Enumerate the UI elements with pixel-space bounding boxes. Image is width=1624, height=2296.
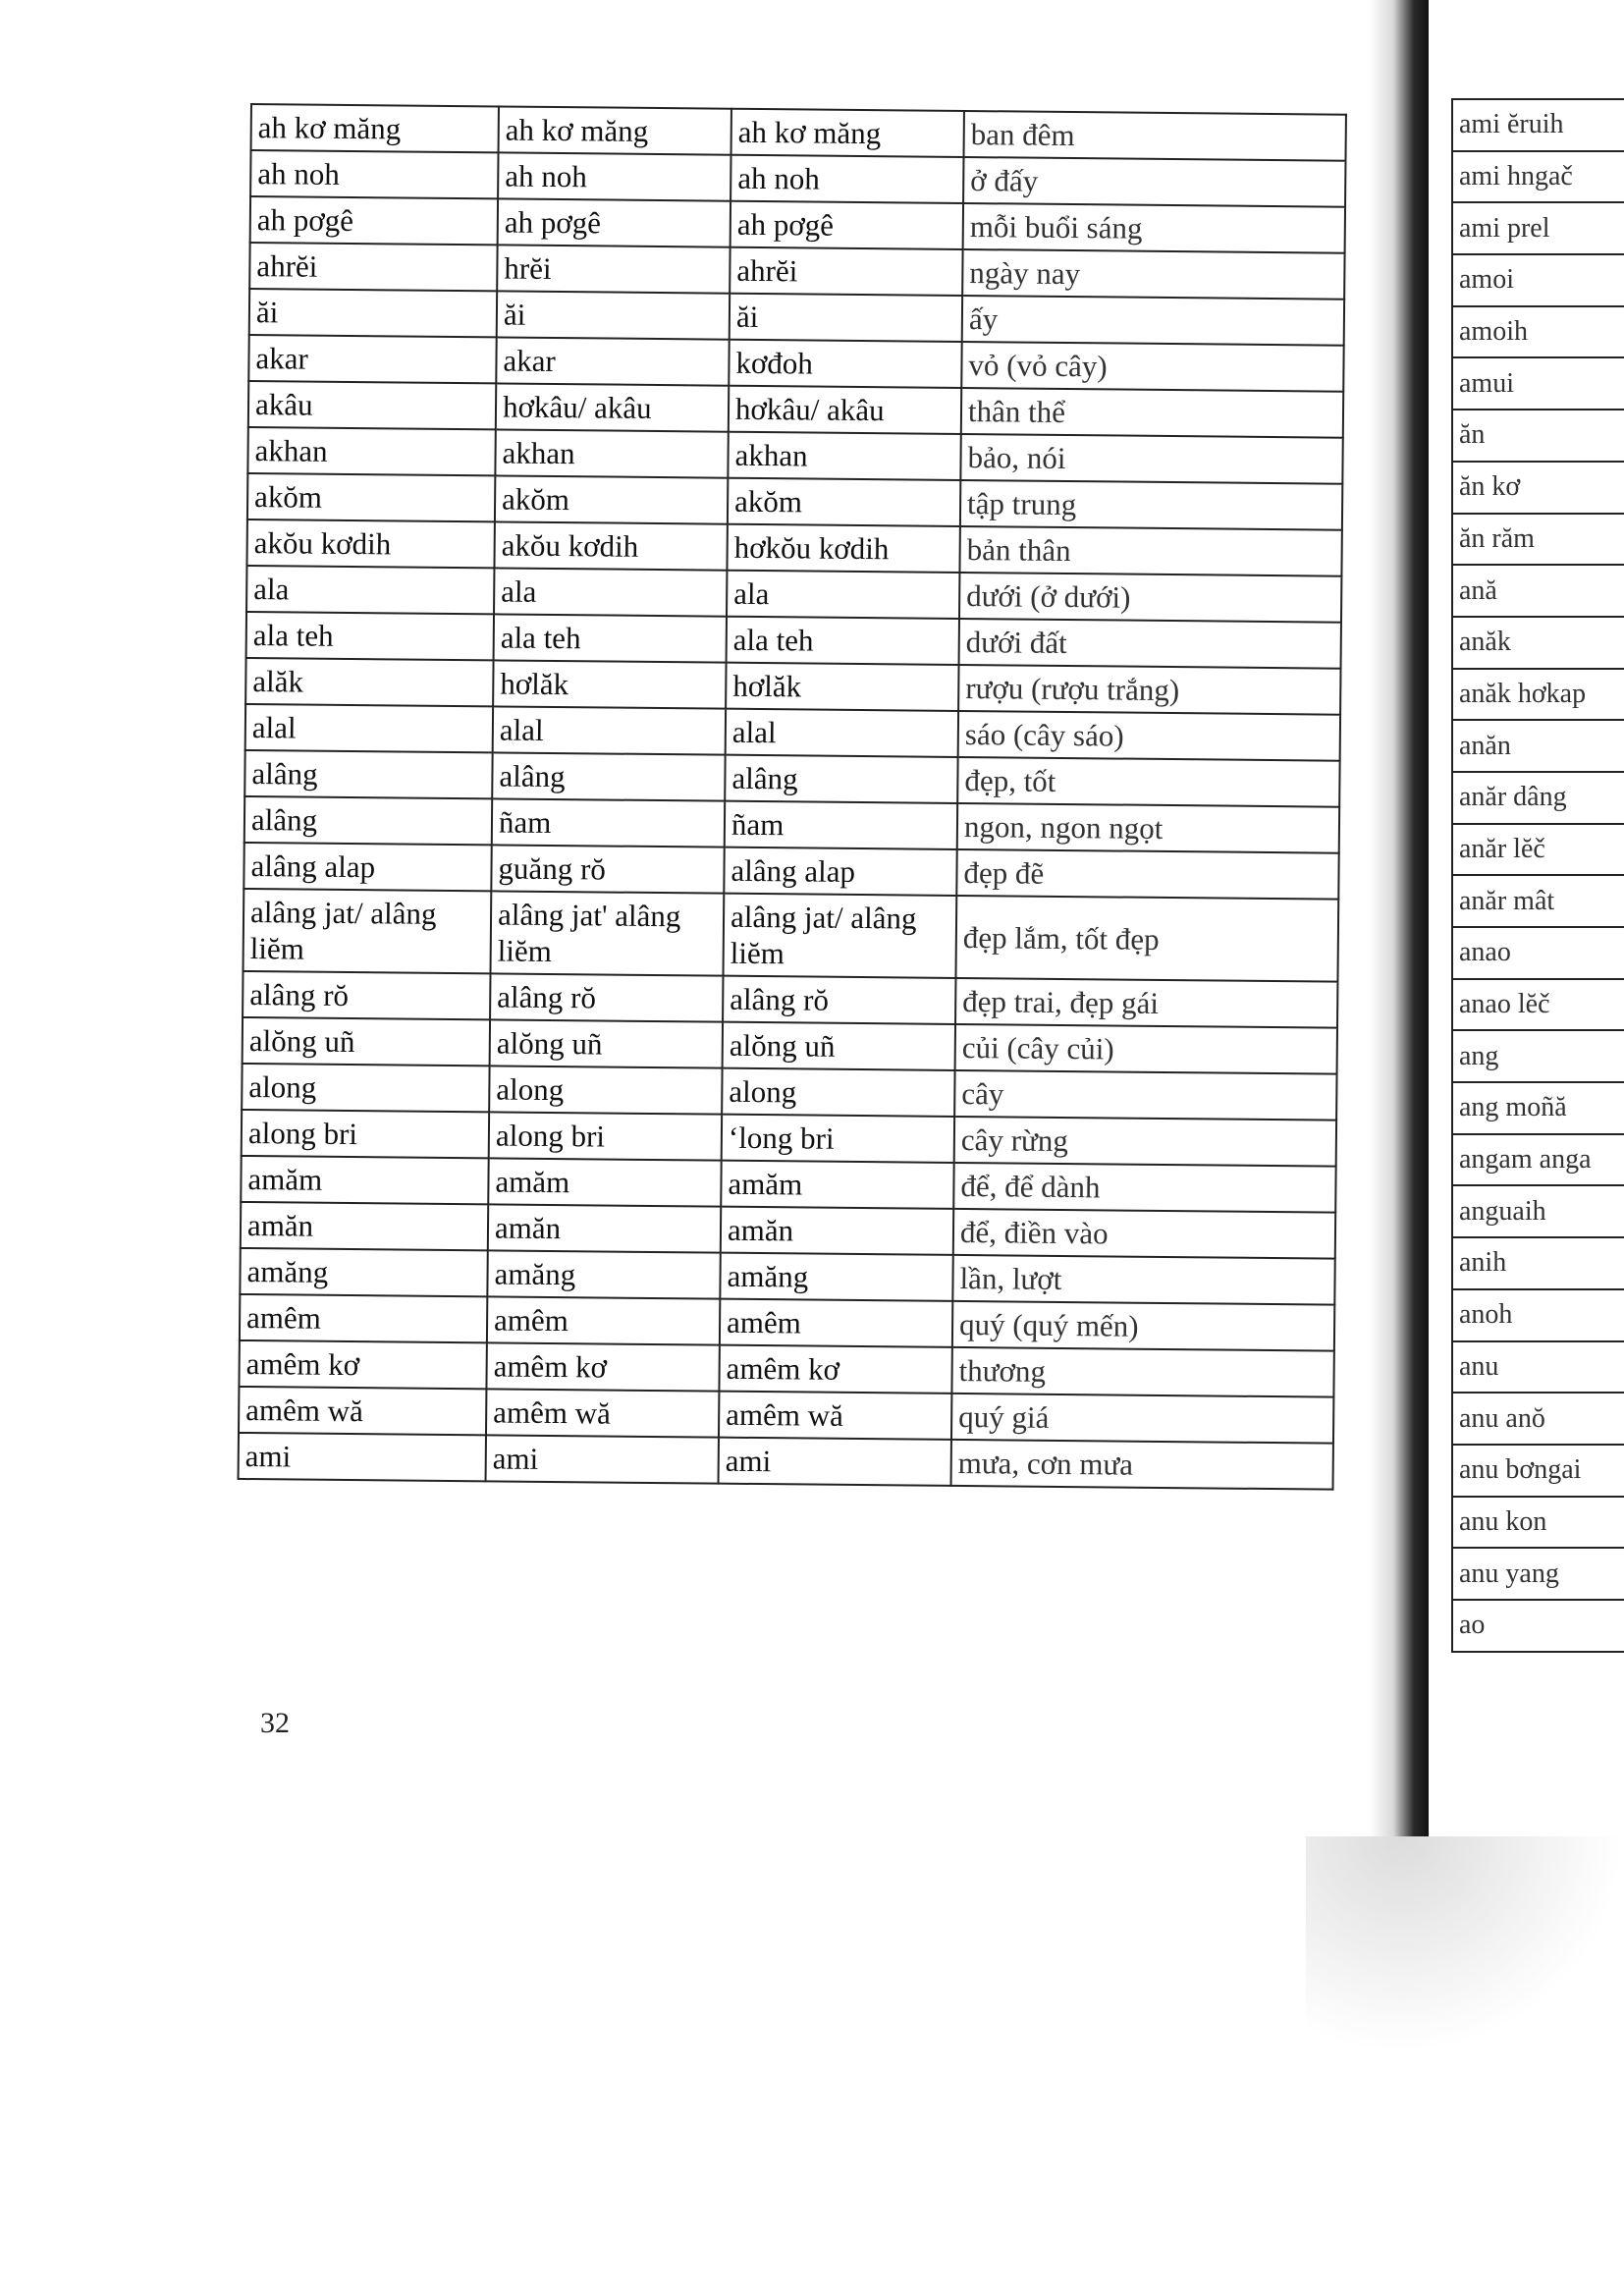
headword-cell: alâng [244, 796, 492, 845]
facing-row [1452, 202, 1624, 254]
headword-cell: ahrĕi [249, 243, 497, 291]
facing-headword: anăr dâng [1452, 772, 1624, 824]
meaning-cell: thân thể [961, 388, 1343, 438]
facing-page-column [1451, 98, 1624, 1653]
facing-headword: ang [1452, 1030, 1624, 1082]
variant-cell-1: hơkâu/ akâu [496, 383, 729, 431]
facing-row [1452, 254, 1624, 306]
facing-headword: anih [1452, 1237, 1624, 1289]
meaning-cell: bảo, nói [960, 434, 1342, 484]
facing-row [1452, 357, 1624, 410]
meaning-cell: đẹp đẽ [956, 849, 1338, 900]
variant-cell-2: hơkâu/ akâu [729, 386, 961, 434]
facing-row [1452, 772, 1624, 824]
meaning-cell: thương [951, 1347, 1333, 1397]
variant-cell-1: amăm [488, 1158, 721, 1206]
meaning-cell: đẹp lắm, tốt đẹp [955, 896, 1338, 982]
facing-headword: ană [1452, 565, 1624, 617]
meaning-cell: để, điền vào [953, 1209, 1335, 1259]
variant-cell-2: ah pơgê [731, 201, 963, 249]
variant-cell-1: along bri [489, 1112, 722, 1160]
variant-cell-1: hơlăk [493, 660, 726, 708]
meaning-cell: để, để dành [953, 1163, 1335, 1213]
meaning-cell: lần, lượt [952, 1255, 1334, 1305]
variant-cell-1: ala teh [494, 614, 727, 662]
variant-cell-1: ala [494, 568, 727, 616]
meaning-cell: đẹp, tốt [957, 757, 1339, 807]
facing-headword: anu yang [1452, 1548, 1624, 1600]
variant-cell-1: akŏu kơdih [494, 521, 727, 570]
variant-cell-1: amêm kơ [486, 1342, 719, 1391]
variant-cell-2: alâng alap [724, 847, 956, 896]
variant-cell-2: ah kơ măng [731, 109, 964, 157]
variant-cell-1: amêm [487, 1296, 720, 1344]
variant-cell-2: akŏm [728, 478, 960, 526]
facing-row [1452, 1497, 1624, 1549]
headword-cell: alâng [244, 750, 492, 798]
variant-cell-1: ah noh [498, 152, 731, 200]
headword-cell: ah kơ măng [251, 104, 499, 152]
variant-cell-1: hrĕi [497, 245, 730, 293]
headword-cell: ăi [249, 289, 497, 337]
headword-cell: ala [246, 566, 494, 614]
meaning-cell: tập trung [960, 480, 1342, 530]
facing-headword: anăn [1452, 720, 1624, 772]
facing-row [1452, 462, 1624, 514]
variant-cell-2: ăi [730, 294, 962, 342]
variant-cell-1: amêm wă [486, 1389, 719, 1437]
facing-row [1452, 875, 1624, 927]
meaning-cell: mưa, cơn mưa [951, 1440, 1333, 1490]
facing-headword: ăn kơ [1452, 462, 1624, 514]
variant-cell-2: ami [719, 1438, 951, 1486]
headword-cell: alâng rŏ [243, 971, 490, 1019]
facing-headword: amoih [1452, 306, 1624, 358]
facing-headword: ang moñă [1452, 1082, 1624, 1134]
facing-page-table [1451, 98, 1624, 1653]
variant-cell-2: alŏng uñ [723, 1022, 955, 1070]
headword-cell: ami [239, 1433, 486, 1481]
headword-cell: akâu [248, 381, 496, 429]
meaning-cell: ngon, ngon ngọt [957, 803, 1339, 853]
facing-row [1452, 151, 1624, 203]
variant-cell-2: ala teh [727, 617, 959, 665]
headword-cell: amêm kơ [239, 1340, 486, 1389]
meaning-cell: ở đấy [963, 157, 1345, 207]
meaning-cell: mỗi buổi sáng [963, 203, 1345, 253]
variant-cell-2: alal [726, 709, 958, 757]
meaning-cell: dưới đất [959, 619, 1341, 669]
meaning-cell: cây [954, 1070, 1336, 1121]
variant-cell-1: akhan [495, 429, 728, 477]
variant-cell-2: ala [727, 571, 959, 619]
headword-cell: along bri [242, 1110, 489, 1158]
variant-cell-2: amêm kơ [719, 1345, 951, 1394]
meaning-cell: cây rừng [954, 1117, 1336, 1167]
facing-row [1452, 1030, 1624, 1082]
facing-headword: anoh [1452, 1289, 1624, 1341]
variant-cell-2: amăm [721, 1161, 953, 1209]
facing-headword: amoi [1452, 254, 1624, 306]
facing-headword: anăk [1452, 617, 1624, 669]
facing-headword: anu kon [1452, 1497, 1624, 1549]
variant-cell-1: along [489, 1066, 722, 1114]
facing-headword: angam anga [1452, 1134, 1624, 1186]
facing-headword: ăn [1452, 410, 1624, 462]
variant-cell-1: ah kơ măng [499, 106, 731, 154]
headword-cell: ah pơgê [250, 196, 498, 245]
variant-cell-2: amăn [721, 1207, 953, 1255]
facing-headword: anao [1452, 927, 1624, 979]
meaning-cell: đẹp trai, đẹp gái [955, 978, 1337, 1028]
facing-row [1452, 1134, 1624, 1186]
variant-cell-1: ñam [492, 798, 725, 847]
facing-row [1452, 927, 1624, 979]
facing-headword: anu anŏ [1452, 1393, 1624, 1445]
dictionary-table-wrapper [238, 103, 1345, 1491]
variant-cell-2: akhan [728, 432, 960, 480]
facing-row [1452, 669, 1624, 721]
headword-cell: amêm [240, 1294, 487, 1342]
variant-cell-2: amêm wă [719, 1392, 951, 1440]
dictionary-table [238, 103, 1347, 1491]
facing-headword: ao [1452, 1600, 1624, 1652]
variant-cell-2: alâng rŏ [723, 976, 955, 1024]
facing-headword: ami ĕruih [1452, 99, 1624, 151]
meaning-cell: rượu (rượu trắng) [958, 665, 1340, 715]
headword-cell: alăk [245, 658, 493, 706]
variant-cell-1: guăng rŏ [491, 845, 724, 893]
facing-row [1452, 1393, 1624, 1445]
meaning-cell: vỏ (vỏ cây) [961, 342, 1343, 392]
facing-row [1452, 1185, 1624, 1237]
facing-row [1452, 1600, 1624, 1652]
headword-cell: amăn [241, 1202, 488, 1250]
headword-cell: akar [248, 335, 496, 383]
meaning-cell: sáo (cây sáo) [958, 711, 1340, 761]
facing-headword: anguaih [1452, 1185, 1624, 1237]
variant-cell-2: kơđoh [729, 340, 961, 388]
facing-row [1452, 617, 1624, 669]
meaning-cell: củi (cây củi) [955, 1024, 1337, 1074]
headword-cell: akhan [247, 427, 495, 475]
facing-row [1452, 514, 1624, 566]
headword-cell: alâng alap [244, 843, 491, 891]
meaning-cell: ban đêm [964, 111, 1346, 161]
meaning-cell: dưới (ở dưới) [959, 573, 1341, 623]
facing-row [1452, 99, 1624, 151]
headword-cell: ala teh [246, 612, 494, 660]
variant-cell-1: amăn [488, 1204, 721, 1252]
facing-headword: anu [1452, 1341, 1624, 1394]
variant-cell-2: ahrĕi [730, 247, 962, 296]
variant-cell-2: ñam [725, 801, 957, 849]
facing-row [1452, 565, 1624, 617]
headword-cell: amăm [241, 1156, 488, 1204]
facing-row [1452, 824, 1624, 876]
table-row [244, 889, 1339, 982]
variant-cell-2: amăng [720, 1253, 952, 1301]
variant-cell-2: alâng [725, 755, 957, 803]
variant-cell-1: alŏng uñ [490, 1019, 723, 1067]
scan-shadow [1306, 1836, 1624, 2052]
variant-cell-2: amêm [720, 1299, 952, 1347]
facing-headword: ami prel [1452, 202, 1624, 254]
facing-headword: ăn răm [1452, 514, 1624, 566]
meaning-cell: ngày nay [962, 249, 1344, 300]
variant-cell-2: ah noh [731, 155, 963, 203]
meaning-cell: quý (quý mến) [952, 1301, 1334, 1351]
facing-row [1452, 979, 1624, 1031]
facing-row [1452, 1237, 1624, 1289]
variant-cell-2: along [722, 1068, 954, 1117]
variant-cell-1: alâng [492, 752, 725, 800]
variant-cell-1: amăng [487, 1250, 720, 1298]
variant-cell-1: ami [486, 1435, 719, 1483]
headword-cell: alal [245, 704, 493, 752]
facing-row [1452, 1445, 1624, 1497]
headword-cell: ah noh [250, 150, 498, 198]
meaning-cell: quý giá [951, 1394, 1333, 1444]
facing-headword: anăk hơkap [1452, 669, 1624, 721]
variant-cell-1: alâng jat' alâng liĕm [491, 891, 725, 975]
headword-cell: alâng jat/ alâng liĕm [244, 889, 492, 973]
headword-cell: akŏu kơdih [246, 519, 494, 568]
facing-row [1452, 410, 1624, 462]
variant-cell-1: alâng rŏ [490, 973, 723, 1021]
table-row [239, 1433, 1333, 1490]
facing-headword: anu bơngai [1452, 1445, 1624, 1497]
variant-cell-2: alâng jat/ alâng liĕm [723, 894, 956, 978]
variant-cell-2: hơlăk [726, 663, 958, 711]
variant-cell-1: ăi [497, 291, 730, 339]
facing-row [1452, 1289, 1624, 1341]
meaning-cell: bản thân [959, 526, 1341, 576]
page-number: 32 [260, 1707, 290, 1739]
variant-cell-1: akar [496, 337, 729, 385]
headword-cell: akŏm [247, 473, 495, 521]
facing-row [1452, 306, 1624, 358]
variant-cell-1: alal [493, 706, 726, 754]
facing-row [1452, 1082, 1624, 1134]
variant-cell-2: ‘long bri [722, 1115, 954, 1163]
headword-cell: along [242, 1064, 489, 1112]
headword-cell: amăng [240, 1248, 487, 1296]
variant-cell-2: hơkŏu kơdih [727, 524, 959, 573]
facing-row [1452, 720, 1624, 772]
facing-row [1452, 1548, 1624, 1600]
headword-cell: alŏng uñ [243, 1017, 490, 1066]
meaning-cell: ấy [962, 296, 1344, 346]
facing-headword: amui [1452, 357, 1624, 410]
variant-cell-1: akŏm [495, 475, 728, 523]
facing-row [1452, 1341, 1624, 1394]
headword-cell: amêm wă [239, 1387, 486, 1435]
facing-headword: anăr lĕč [1452, 824, 1624, 876]
facing-headword: ami hngač [1452, 151, 1624, 203]
book-gutter-shadow [1370, 0, 1429, 1836]
facing-headword: anăr mât [1452, 875, 1624, 927]
variant-cell-1: ah pơgê [498, 198, 731, 246]
facing-headword: anao lĕč [1452, 979, 1624, 1031]
